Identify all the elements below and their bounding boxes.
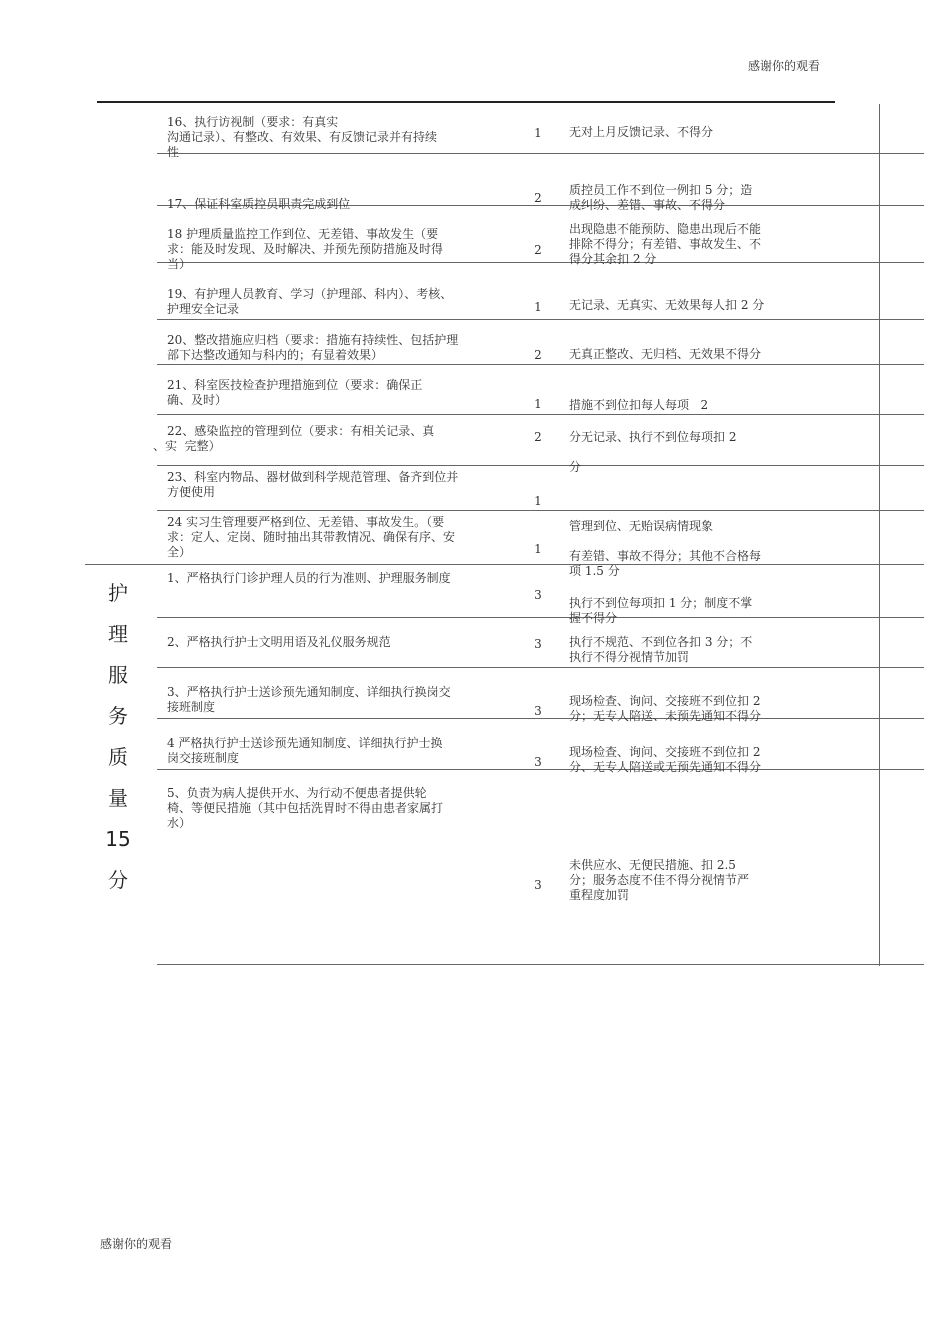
row-divider — [157, 319, 924, 320]
deduction-text: 出现隐患不能预防、隐患出现后不能 排除不得分；有差错、事故发生、不 得分其余扣 2 分 — [569, 222, 762, 266]
section-label-char: 质 — [108, 745, 128, 769]
table-right-border — [879, 104, 880, 966]
page-header: 感谢你的观看 — [748, 59, 821, 73]
deduction-text: 执行不规范、不到位各扣 3 分；不 执行不得分视情节加罚 — [569, 635, 753, 664]
item-text: 23、科室内物品、器材做到科学规范管理、备齐到位并 方便使用 — [167, 470, 459, 499]
item-text: 22、感染监控的管理到位（要求：有相关记录、真 、实 完整） — [153, 424, 435, 453]
deduction-text: 管理到位、无贻误病情现象 有差错、事故不得分；其他不合格每 项 1.5 分 — [569, 519, 762, 578]
item-text: 19、有护理人员教育、学习（护理部、科内）、考核、 护理安全记录 — [167, 287, 453, 316]
section-label-char: 理 — [108, 622, 128, 646]
score-cell: 3 — [534, 878, 542, 892]
deduction-text: 质控员工作不到位一例扣 5 分；造 成纠纷、差错、事故、不得分 — [569, 183, 753, 212]
score-cell: 3 — [534, 588, 542, 602]
deduction-text: 执行不到位每项扣 1 分；制度不掌 握不得分 — [569, 596, 753, 625]
section-label-char: 护 — [108, 581, 128, 605]
item-text: 17、保证科室质控员职责完成到位 — [167, 197, 351, 211]
score-cell: 2 — [534, 243, 542, 257]
deduction-text: 无对上月反馈记录、不得分 — [569, 125, 714, 139]
section-label-char: 服 — [108, 663, 128, 687]
score-cell: 2 — [534, 191, 542, 205]
section-label-char: 15 — [105, 827, 131, 851]
score-cell: 2 — [534, 348, 542, 362]
section-label — [100, 573, 136, 901]
score-cell: 1 — [534, 397, 542, 411]
deduction-text: 措施不到位扣每人每项 2 — [569, 398, 709, 412]
item-text: 5、负责为病人提供开水、为行动不便患者提供轮 椅、等便民措施（其中包括洗胃时不得由患者家属打 水） — [167, 786, 444, 830]
row-divider — [157, 414, 924, 415]
score-cell: 1 — [534, 494, 542, 508]
score-cell: 1 — [534, 126, 542, 140]
item-text: 3、严格执行护士送诊预先通知制度、详细执行换岗交 接班制度 — [167, 685, 451, 714]
section-label-char: 分 — [108, 868, 128, 892]
row-divider — [157, 510, 924, 511]
row-divider — [157, 364, 924, 365]
table-bottom-border — [157, 964, 924, 965]
item-text: 2、严格执行护士文明用语及礼仪服务规范 — [167, 635, 391, 649]
deduction-text: 无记录、无真实、无效果每人扣 2 分 — [569, 298, 765, 312]
deduction-text: 无真正整改、无归档、无效果不得分 — [569, 347, 762, 361]
item-text: 24 实习生管理要严格到位、无差错、事故发生。（要 求：定人、定岗、随时抽出其带教情况、确保有序、安 全） — [167, 515, 456, 559]
item-text: 1、严格执行门诊护理人员的行为准则、护理服务制度 — [167, 571, 451, 585]
item-text: 21、科室医技检查护理措施到位（要求：确保正 确、及时） — [167, 378, 423, 407]
row-divider — [157, 667, 924, 668]
deduction-text: 未供应水、无便民措施、扣 2.5 分；服务态度不佳不得分视情节严 重程度加罚 — [569, 858, 750, 902]
deduction-text: 现场检查、询问、交接班不到位扣 2 分；无专人陪送、未预先通知不得分 — [569, 694, 762, 723]
section-label-char: 务 — [108, 704, 128, 728]
score-cell: 2 — [534, 430, 542, 444]
item-text: 18 护理质量监控工作到位、无差错、事故发生（要 求：能及时发现、及时解决、并预先预防措施及时得 当） — [167, 227, 444, 271]
page-footer: 感谢你的观看 — [100, 1237, 173, 1251]
table-top-border — [97, 101, 835, 103]
deduction-text: 分无记录、执行不到位每项扣 2 分 — [569, 430, 737, 474]
section-label-char: 量 — [108, 786, 128, 810]
item-text: 16、执行访视制（要求：有真实 沟通记录）、有整改、有效果、有反馈记录并有持续 性 — [167, 115, 438, 159]
item-text: 20、整改措施应归档（要求：措施有持续性、包括护理 部下达整改通知与科内的；有显着效果） — [167, 333, 459, 362]
deduction-text: 现场检查、询问、交接班不到位扣 2 分、无专人陪送或无预先通知不得分 — [569, 745, 762, 774]
score-cell: 3 — [534, 755, 542, 769]
score-cell: 3 — [534, 637, 542, 651]
score-cell: 1 — [534, 542, 542, 556]
score-cell: 3 — [534, 704, 542, 718]
item-text: 4 严格执行护士送诊预先通知制度、详细执行护士换 岗交接班制度 — [167, 736, 443, 765]
score-cell: 1 — [534, 300, 542, 314]
